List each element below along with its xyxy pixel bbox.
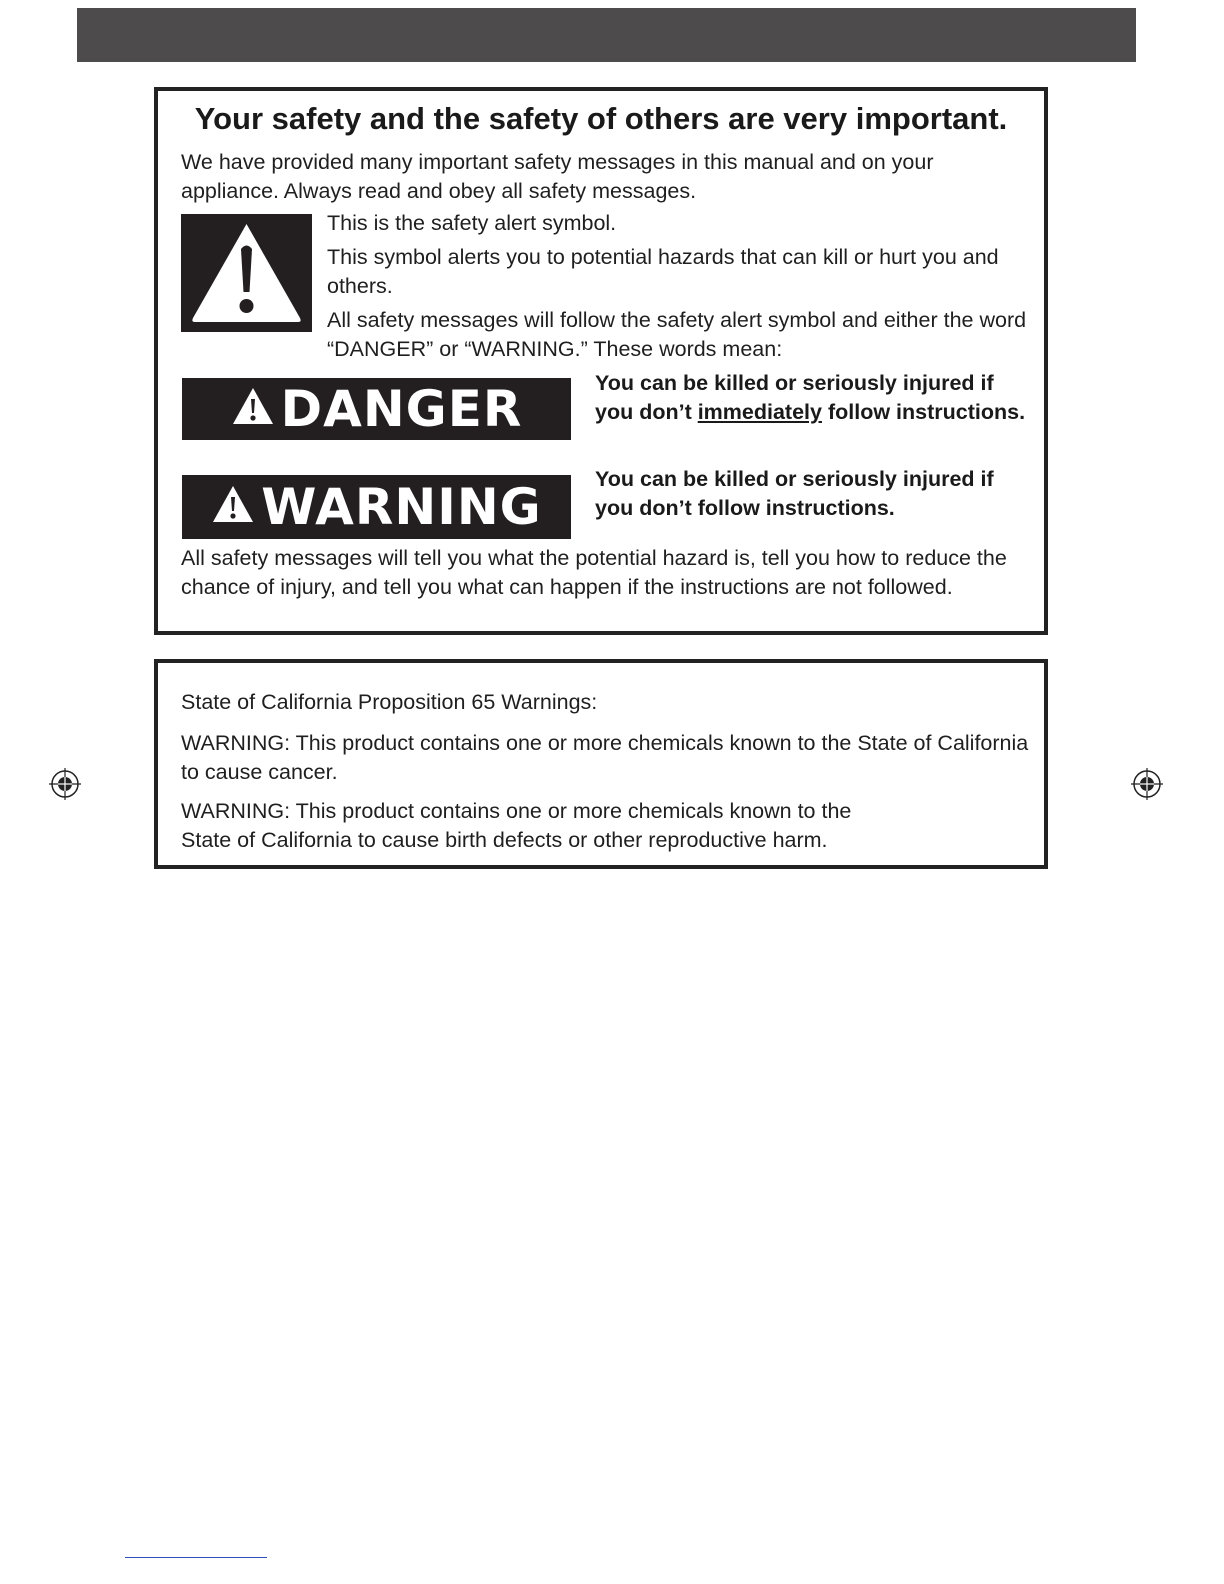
symbol-description-3: All safety messages will follow the safety alert symbol and either the word “DANGER” or “WARNING.” These words mean: — [327, 308, 1027, 361]
warning-description: You can be killed or seriously injured if you don’t follow instructions. — [595, 467, 994, 520]
danger-description: You can be killed or seriously injured if you don’t immediately follow instructions. — [595, 371, 1026, 424]
prop65-reproductive-warning: WARNING: This product contains one or more chemicals known to the State of California to cause birth defects or other reproductive harm. — [181, 799, 852, 852]
danger-label: DANGER — [280, 380, 523, 438]
prop65-box — [154, 659, 1048, 869]
footer-link-line — [125, 1557, 267, 1558]
warning-triangle-icon — [211, 478, 255, 536]
danger-banner — [182, 378, 571, 440]
warning-triangle-icon — [231, 380, 275, 438]
registration-mark-icon — [1131, 768, 1163, 800]
warning-banner — [182, 475, 571, 539]
prop65-cancer-warning: WARNING: This product contains one or more chemicals known to the State of California to cause cancer. — [181, 731, 1029, 784]
header-bar — [77, 8, 1136, 62]
registration-mark-icon — [49, 768, 81, 800]
safety-intro: We have provided many important safety messages in this manual and on your appliance. Always read and obey all safety messages. — [181, 150, 934, 203]
safety-title: Your safety and the safety of others are very important. — [194, 101, 1008, 136]
warning-label: WARNING — [261, 478, 542, 536]
safety-closing: All safety messages will tell you what the potential hazard is, tell you how to reduce the chance of injury, and tell you what can happen if the instructions are not followed. — [181, 546, 1007, 599]
symbol-description-2: This symbol alerts you to potential hazards that can kill or hurt you and others. — [327, 245, 999, 298]
safety-alert-icon — [181, 214, 312, 332]
prop65-title: State of California Proposition 65 Warnings: — [181, 690, 598, 714]
emphasis-immediately: immediately — [697, 400, 822, 424]
symbol-description-1: This is the safety alert symbol. — [327, 211, 617, 235]
safety-box — [154, 87, 1048, 635]
